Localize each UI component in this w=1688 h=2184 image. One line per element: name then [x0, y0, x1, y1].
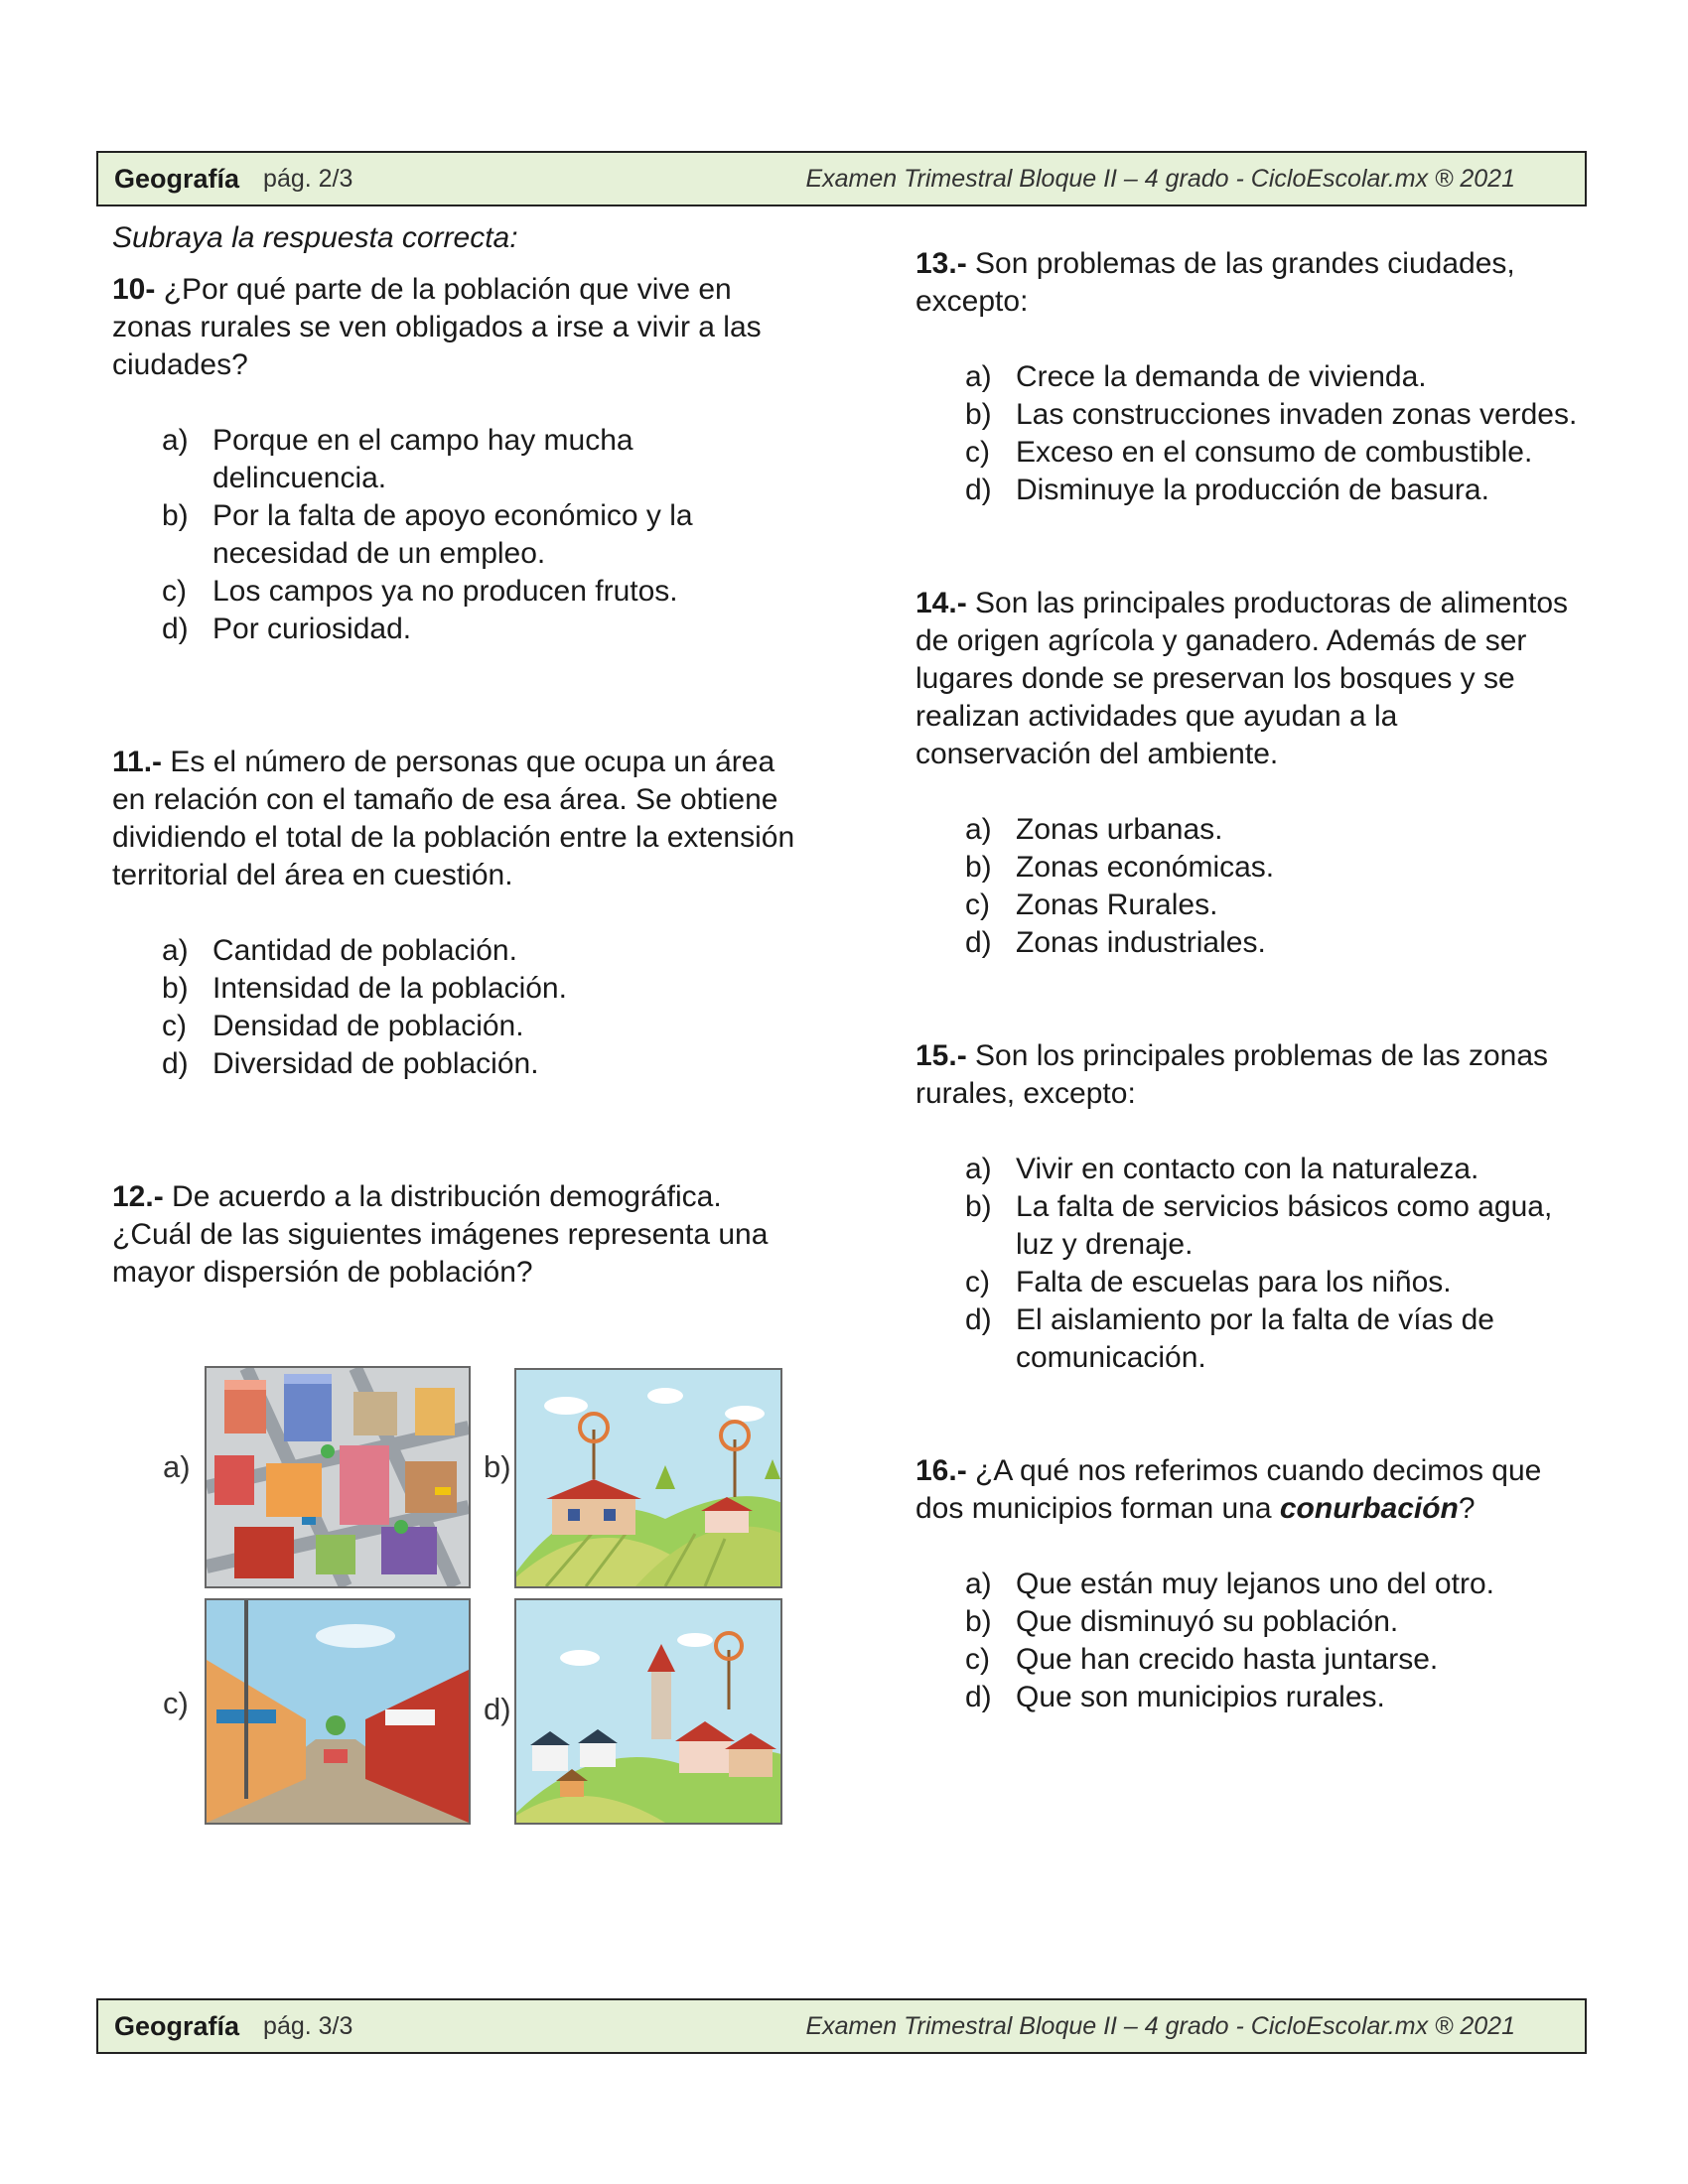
option-letter: d) — [965, 926, 992, 959]
image-c-town-street[interactable] — [205, 1598, 471, 1825]
option-letter: c) — [965, 436, 990, 469]
question-prompt: De acuerdo a la distribución demográfica. ¿Cuál de las siguientes imágenes representa una mayor dispersión de población? — [112, 1180, 769, 1289]
option-text: Que han crecido hasta juntarse. — [1016, 1643, 1439, 1676]
option-letter: b) — [162, 499, 189, 532]
image-label-a: a) — [163, 1449, 191, 1484]
question-12 — [112, 1178, 807, 1292]
right-column — [915, 245, 1581, 1716]
question-number: 16.- — [915, 1454, 967, 1487]
option-b[interactable] — [965, 1188, 1581, 1264]
question-11 — [112, 744, 807, 1083]
left-column — [112, 219, 807, 1292]
image-label-b: b) — [484, 1449, 511, 1484]
option-letter: c) — [965, 1266, 990, 1298]
option-a[interactable] — [965, 1151, 1581, 1188]
question-number: 14.- — [915, 587, 967, 619]
option-text: Zonas Rurales. — [1016, 888, 1218, 921]
question-prompt: Es el número de personas que ocupa un área en relación con el tamaño de esa área. Se obtiene dividiendo el total de la población entre la extensión territorial del área en cuestión. — [112, 746, 795, 891]
option-letter: b) — [965, 1605, 992, 1638]
option-text: Que están muy lejanos uno del otro. — [1016, 1568, 1494, 1600]
option-letter: b) — [965, 1190, 992, 1223]
question-number: 15.- — [915, 1039, 967, 1072]
question-number: 13.- — [915, 247, 967, 280]
option-letter: b) — [965, 398, 992, 431]
option-letter: a) — [965, 360, 992, 393]
question-keyword: conurbación — [1279, 1492, 1459, 1525]
option-b[interactable] — [965, 849, 1581, 887]
option-text: Intensidad de la población. — [212, 972, 567, 1005]
option-letter: d) — [965, 1303, 992, 1336]
option-text: Zonas industriales. — [1016, 926, 1266, 959]
option-letter: c) — [162, 1010, 187, 1042]
option-letter: d) — [965, 1681, 992, 1713]
option-text: Las construcciones invaden zonas verdes. — [1016, 398, 1578, 431]
option-d[interactable] — [162, 1045, 807, 1083]
question-16 — [915, 1452, 1581, 1716]
header-page-number: pág. 2/3 — [263, 164, 353, 193]
options-list — [915, 1566, 1581, 1716]
option-text: Que disminuyó su población. — [1016, 1605, 1399, 1638]
option-letter: a) — [965, 1568, 992, 1600]
option-a[interactable] — [162, 932, 807, 970]
question-13 — [915, 245, 1581, 509]
header-exam-title: Examen Trimestral Bloque II – 4 grado - CicloEscolar.mx ® 2021 — [805, 164, 1515, 193]
option-letter: d) — [965, 474, 992, 506]
header-subject: Geografía — [114, 2010, 240, 2041]
options-list — [915, 358, 1581, 509]
option-a[interactable] — [965, 1566, 1581, 1603]
option-text: Disminuye la producción de basura. — [1016, 474, 1489, 506]
option-b[interactable] — [965, 396, 1581, 434]
option-text: Zonas económicas. — [1016, 851, 1275, 884]
question-prompt: ¿A qué nos referimos cuando decimos que dos municipios forman una — [915, 1454, 1542, 1525]
question-text — [915, 585, 1581, 773]
header-subject: Geografía — [114, 163, 240, 194]
question-number: 11.- — [112, 746, 163, 778]
header-page-number: pág. 3/3 — [263, 2011, 353, 2040]
option-text: La falta de servicios básicos como agua, luz y drenaje. — [1016, 1190, 1553, 1261]
option-b[interactable] — [965, 1603, 1581, 1641]
option-letter: a) — [162, 934, 189, 967]
option-letter: d) — [162, 1047, 189, 1080]
option-text: Porque en el campo hay mucha delincuencia. — [212, 424, 633, 494]
option-text: Vivir en contacto con la naturaleza. — [1016, 1153, 1479, 1185]
question-text — [915, 1037, 1581, 1113]
option-text: Crece la demanda de vivienda. — [1016, 360, 1427, 393]
population-images — [159, 1358, 794, 1825]
option-text: Diversidad de población. — [212, 1047, 539, 1080]
question-15 — [915, 1037, 1581, 1377]
option-a[interactable] — [965, 358, 1581, 396]
option-c[interactable] — [965, 887, 1581, 924]
image-d-village[interactable] — [514, 1598, 782, 1825]
page-footer-header — [96, 1998, 1587, 2054]
option-c[interactable] — [162, 573, 807, 611]
option-text: Que son municipios rurales. — [1016, 1681, 1385, 1713]
option-d[interactable] — [965, 1679, 1581, 1716]
question-10 — [112, 271, 807, 648]
option-letter: a) — [965, 813, 992, 846]
option-b[interactable] — [162, 970, 807, 1008]
instruction: Subraya la respuesta correcta: — [112, 221, 518, 254]
question-text — [915, 245, 1581, 321]
question-text — [112, 271, 807, 384]
question-prompt: Son problemas de las grandes ciudades, excepto: — [915, 247, 1515, 318]
options-list — [915, 811, 1581, 962]
option-text: Zonas urbanas. — [1016, 813, 1223, 846]
options-list — [112, 932, 807, 1083]
header-exam-title: Examen Trimestral Bloque II – 4 grado - CicloEscolar.mx ® 2021 — [805, 2011, 1515, 2040]
page-header — [96, 151, 1587, 206]
option-text: Por la falta de apoyo económico y la necesidad de un empleo. — [212, 499, 693, 570]
options-list — [112, 422, 807, 648]
image-a-dense-city[interactable] — [205, 1366, 471, 1588]
question-text — [112, 744, 807, 894]
option-letter: c) — [162, 575, 187, 608]
option-letter: b) — [162, 972, 189, 1005]
question-prompt: Son los principales problemas de las zonas rurales, excepto: — [915, 1039, 1549, 1110]
option-d[interactable] — [162, 611, 807, 648]
question-text — [915, 1452, 1581, 1528]
option-text: Cantidad de población. — [212, 934, 517, 967]
image-label-c: c) — [163, 1686, 189, 1720]
option-letter: c) — [965, 1643, 990, 1676]
question-14 — [915, 585, 1581, 962]
option-letter: b) — [965, 851, 992, 884]
question-prompt: ¿Por qué parte de la población que vive en zonas rurales se ven obligados a irse a vivir a las ciudades? — [112, 273, 762, 381]
option-a[interactable] — [965, 811, 1581, 849]
image-b-rural-hills[interactable] — [514, 1368, 782, 1588]
option-letter: d) — [162, 613, 189, 645]
option-d[interactable] — [965, 472, 1581, 509]
option-letter: c) — [965, 888, 990, 921]
option-text: Exceso en el consumo de combustible. — [1016, 436, 1533, 469]
option-c[interactable] — [162, 1008, 807, 1045]
option-text: Los campos ya no producen frutos. — [212, 575, 678, 608]
option-letter: a) — [162, 424, 189, 457]
option-d[interactable] — [965, 1301, 1581, 1377]
question-prompt: Son las principales productoras de alimentos de origen agrícola y ganadero. Además de ser lugares donde se preservan los bosques y se realizan actividades que ayudan a la conservación del ambiente. — [915, 587, 1569, 770]
question-prompt-end: ? — [1458, 1492, 1476, 1525]
option-b[interactable] — [162, 497, 807, 573]
option-c[interactable] — [965, 434, 1581, 472]
option-text: Por curiosidad. — [212, 613, 412, 645]
option-text: El aislamiento por la falta de vías de comunicación. — [1016, 1303, 1494, 1374]
options-list — [915, 1151, 1581, 1377]
option-text: Densidad de población. — [212, 1010, 524, 1042]
question-number: 10- — [112, 273, 156, 306]
question-number: 12.- — [112, 1180, 164, 1213]
option-c[interactable] — [965, 1641, 1581, 1679]
option-c[interactable] — [965, 1264, 1581, 1301]
option-letter: a) — [965, 1153, 992, 1185]
image-label-d: d) — [484, 1692, 511, 1726]
option-a[interactable] — [162, 422, 807, 497]
option-text: Falta de escuelas para los niños. — [1016, 1266, 1452, 1298]
question-text — [112, 1178, 807, 1292]
option-d[interactable] — [965, 924, 1581, 962]
